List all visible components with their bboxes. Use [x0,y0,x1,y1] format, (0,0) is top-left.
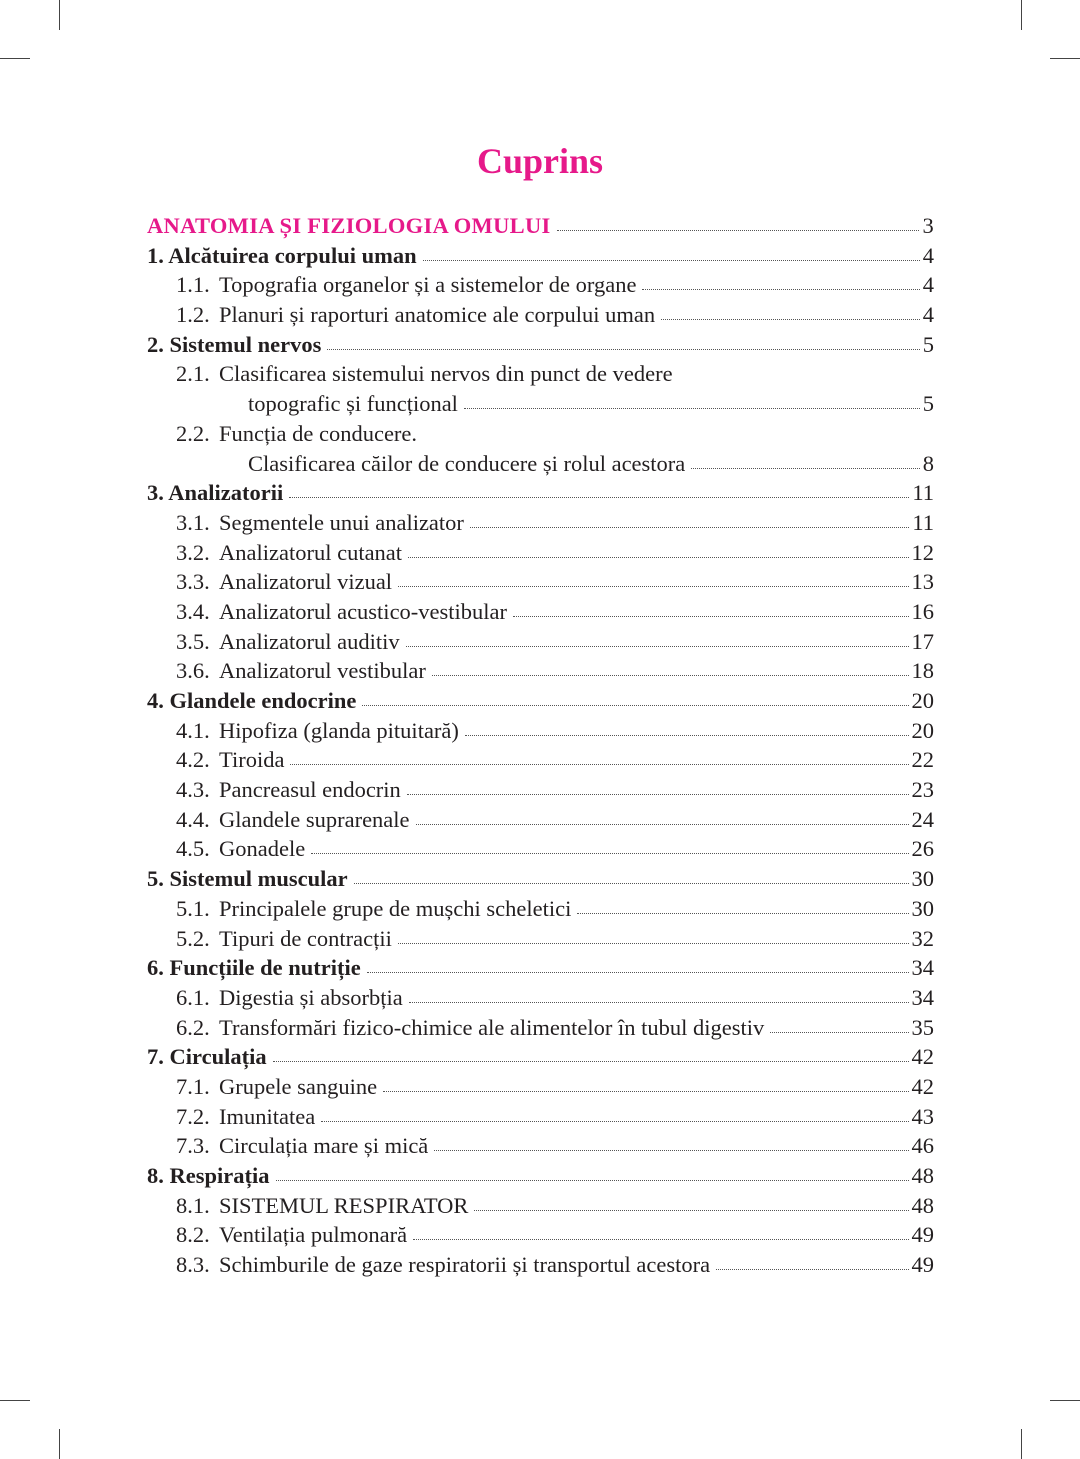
page-number: 24 [911,806,934,832]
entry-label: 6. Funcțiile de nutriție [147,955,361,981]
page-number: 4 [922,302,934,328]
crop-mark [59,0,60,30]
entry-number: 3.2. [176,539,210,565]
dot-leader [423,260,920,261]
entry-number: 4.1. [176,717,210,743]
toc-entry[interactable] [147,389,934,419]
dot-leader [716,1269,908,1270]
page-number: 49 [911,1222,934,1248]
toc-entry[interactable] [147,597,934,627]
toc-entry-heading[interactable] [147,359,934,389]
dot-leader [276,1180,909,1181]
page-number: 30 [911,866,934,892]
toc-entry[interactable] [147,567,934,597]
entry-number: 6.1. [176,984,210,1010]
entry-label: Gonadele [219,836,306,862]
page-number: 35 [911,1014,934,1040]
entry-number: 4.2. [176,747,210,773]
page-number: 11 [912,480,934,506]
entry-label: 4. Glandele endocrine [147,688,357,713]
entry-number: 3.1. [176,509,210,535]
entry-label: Topografia organelor și a sistemelor de organe [219,272,637,298]
entry-label: Principalele grupe de mușchi scheletici [219,895,572,921]
page-number: 18 [911,658,934,684]
entry-number: 3.5. [176,628,210,654]
toc-entry[interactable] [147,508,934,538]
page-number: 48 [911,1192,934,1218]
dot-leader [413,1239,908,1240]
toc-entry[interactable] [147,538,934,568]
page-number: 43 [911,1103,934,1129]
toc-entry[interactable] [147,627,934,657]
entry-label: Circulația mare și mică [219,1133,429,1159]
entry-label: Clasificarea sistemului nervos din punct de vedere [219,361,673,387]
entry-label: 3. Analizatorii [147,480,284,506]
toc-entry[interactable] [147,1250,934,1280]
dot-leader [354,883,909,884]
toc-entry[interactable] [147,656,934,686]
entry-number: 5.2. [176,925,210,951]
entry-label: Analizatorul auditiv [219,628,400,654]
toc-entry[interactable] [147,270,934,300]
dot-leader [557,230,920,231]
entry-label-continued: topografic și funcțional [248,391,458,417]
entry-label: Ventilația pulmonară [219,1222,408,1248]
page-number: 3 [922,213,934,238]
toc-entry[interactable] [147,330,934,360]
dot-leader [661,319,920,320]
toc-entry[interactable] [147,1220,934,1250]
dot-leader [434,1150,908,1151]
toc-entry[interactable] [147,686,934,716]
toc-entry[interactable] [147,924,934,954]
page-number: 20 [911,688,934,713]
entry-number: 4.3. [176,777,210,803]
dot-leader [409,1002,909,1003]
entry-label: SISTEMUL RESPIRATOR [219,1192,469,1218]
crop-mark [1021,1429,1022,1459]
entry-number: 3.6. [176,658,210,684]
toc-entry[interactable] [147,716,934,746]
dot-leader [398,943,909,944]
entry-label: Tiroida [219,747,285,773]
entry-label: Segmentele unui analizator [219,509,464,535]
entry-number: 4.4. [176,806,210,832]
toc-entry[interactable] [147,300,934,330]
toc-entry[interactable] [147,1072,934,1102]
entry-number: 5.1. [176,895,210,921]
page-number: 16 [911,598,934,624]
crop-mark [0,58,30,59]
entry-label: Grupele sanguine [219,1073,378,1099]
dot-leader [398,586,908,587]
entry-label: 1. Alcătuirea corpului uman [147,242,417,268]
page-number: 48 [911,1163,934,1188]
entry-label: Digestia și absorbția [219,984,403,1010]
entry-label: Tipuri de contracții [219,925,392,951]
entry-label: Analizatorul cutanat [219,539,403,565]
page-number: 42 [911,1073,934,1099]
toc-entry[interactable] [147,805,934,835]
dot-leader [474,1210,908,1211]
dot-leader [464,408,920,409]
crop-mark [1050,58,1080,59]
toc-entry[interactable] [147,894,934,924]
entry-label: Glandele suprarenale [219,806,410,832]
dot-leader [408,557,908,558]
dot-leader [273,1061,909,1062]
page-number: 30 [911,895,934,921]
toc-entry[interactable] [147,864,934,894]
crop-mark [0,1400,30,1401]
toc-entry[interactable] [147,1102,934,1132]
dot-leader [407,794,909,795]
page-number: 17 [911,628,934,654]
toc-entry[interactable] [147,1131,934,1161]
crop-mark [1021,0,1022,30]
entry-number: 1.1. [176,272,210,298]
page-number: 22 [911,747,934,773]
entry-label: Planuri și raporturi anatomice ale corpului uman [219,302,656,328]
entry-label: 5. Sistemul muscular [147,866,348,892]
entry-number: 7.1. [176,1073,210,1099]
page-number: 26 [911,836,934,862]
toc-entry[interactable] [147,745,934,775]
page-number: 4 [922,272,934,298]
entry-label: 2. Sistemul nervos [147,331,322,357]
toc-entry[interactable] [147,775,934,805]
entry-number: 7.2. [176,1103,210,1129]
page-number: 34 [911,984,934,1010]
dot-leader [383,1091,908,1092]
page-number: 8 [922,450,934,476]
toc-entry[interactable] [147,983,934,1013]
entry-label: Funcția de conducere. [219,420,418,446]
dot-leader [691,468,919,469]
dot-leader [770,1032,908,1033]
dot-leader [406,646,909,647]
page-number: 20 [911,717,934,743]
entry-label: Analizatorul vestibular [219,658,426,684]
dot-leader [290,764,908,765]
page-number: 11 [912,509,934,535]
toc-entry[interactable] [147,241,934,271]
toc-entry[interactable] [147,1191,934,1221]
entry-label: 7. Circulația [147,1044,267,1070]
entry-label-continued: Clasificarea căilor de conducere și rolul acestora [248,450,686,476]
entry-number: 8.2. [176,1222,210,1248]
entry-label: Analizatorul vizual [219,569,393,595]
dot-leader [321,1121,908,1122]
entry-label: Transformări fizico-chimice ale alimentelor în tubul digestiv [219,1014,765,1040]
entry-number: 4.5. [176,836,210,862]
page-number: 5 [922,391,934,417]
entry-label: 8. Respirația [147,1163,270,1188]
toc-entry[interactable] [147,1013,934,1043]
page-number: 4 [922,242,934,268]
entry-number: 1.2. [176,302,210,328]
page-number: 46 [911,1133,934,1159]
page-title: Cuprins [476,141,604,181]
dot-leader [311,853,908,854]
page-number: 32 [911,925,934,951]
entry-label: Imunitatea [219,1103,316,1129]
toc-entry[interactable] [147,1042,934,1072]
entry-label: Schimburile de gaze respiratorii și transportul acestora [219,1252,711,1278]
dot-leader [642,289,919,290]
dot-leader [577,913,908,914]
toc-entry[interactable] [147,449,934,479]
entry-number: 8.3. [176,1252,210,1278]
dot-leader [465,735,909,736]
entry-number: 3.4. [176,598,210,624]
entry-number: 8.1. [176,1192,210,1218]
page-number: 49 [911,1252,934,1278]
dot-leader [367,972,909,973]
dot-leader [289,497,909,498]
entry-number: 3.3. [176,569,210,595]
entry-label: Analizatorul acustico-vestibular [219,598,508,624]
table-of-contents [147,211,934,1280]
entry-label: Hipofiza (glanda pituitară) [219,717,459,743]
entry-number: 7.3. [176,1133,210,1159]
page-number: 42 [911,1044,934,1070]
toc-entry[interactable] [147,953,934,983]
dot-leader [416,824,909,825]
page-number: 5 [922,331,934,357]
entry-number: 2.2. [176,420,210,446]
crop-mark [1050,1400,1080,1401]
toc-entry[interactable] [147,478,934,508]
page-number: 13 [911,569,934,595]
dot-leader [470,527,909,528]
entry-number: 2.1. [176,361,210,387]
toc-entry[interactable] [147,834,934,864]
entry-number: 6.2. [176,1014,210,1040]
page-number: 23 [911,777,934,803]
dot-leader [432,675,909,676]
crop-mark [59,1429,60,1459]
entry-label: Pancreasul endocrin [219,777,401,803]
toc-entry-heading[interactable] [147,419,934,449]
dot-leader [327,349,919,350]
toc-entry[interactable] [147,211,934,241]
dot-leader [513,616,908,617]
page-number: 34 [911,955,934,981]
toc-entry[interactable] [147,1161,934,1191]
entry-label: ANATOMIA ȘI FIZIOLOGIA OMULUI [147,213,551,238]
dot-leader [362,705,908,706]
page-number: 12 [911,539,934,565]
